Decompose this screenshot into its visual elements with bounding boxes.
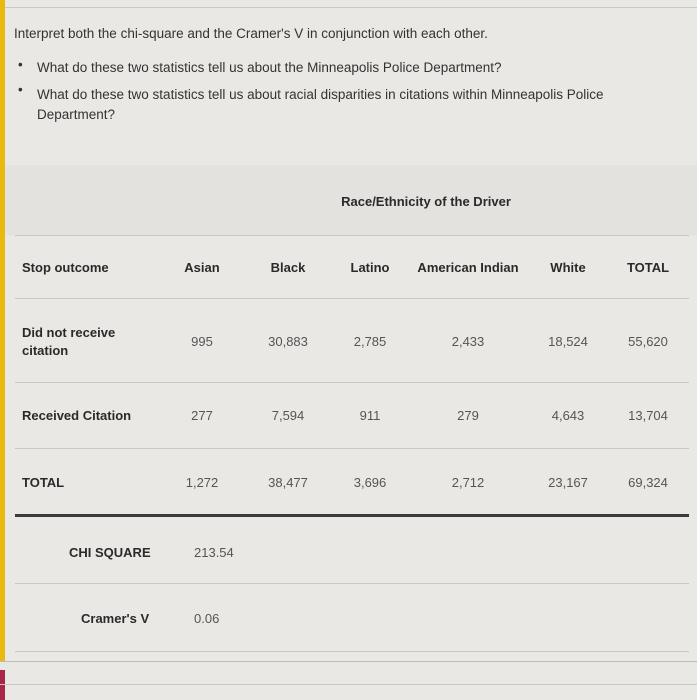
divider — [0, 684, 697, 685]
cell: 1,272 — [185, 475, 219, 490]
cell: 911 — [359, 408, 381, 423]
cell: 13,704 — [628, 408, 668, 423]
cell: 279 — [457, 408, 479, 423]
cell: 277 — [191, 408, 213, 423]
col-header-latino: Latino — [350, 260, 390, 275]
cell: 995 — [191, 334, 213, 349]
cell: 3,696 — [353, 475, 387, 490]
prompt-bullet-2: What do these two statistics tell us about racial disparities in citations within Minneapolis Police Department? — [37, 87, 604, 122]
cell: 4,643 — [551, 408, 585, 423]
divider — [15, 382, 689, 383]
row-label: TOTAL — [22, 475, 65, 490]
cramers-v-value: 0.06 — [194, 611, 220, 626]
accent-stripe-bottom — [0, 670, 5, 700]
row-label: Received Citation — [22, 408, 132, 423]
col-header-asian: Asian — [184, 260, 220, 275]
cell: 2,785 — [353, 334, 387, 349]
row-label: Did not receive citation — [22, 325, 116, 358]
chi-square-label: CHI SQUARE — [69, 545, 151, 560]
divider — [15, 448, 689, 449]
cell: 55,620 — [628, 334, 668, 349]
col-header-total: TOTAL — [626, 260, 670, 275]
divider — [0, 661, 697, 662]
cell: 23,167 — [548, 475, 588, 490]
cell: 7,594 — [271, 408, 305, 423]
cramers-v-label: Cramer's V — [81, 611, 150, 626]
group-header: Race/Ethnicity of the Driver — [341, 194, 511, 209]
cell: 2,712 — [451, 475, 485, 490]
cell: 38,477 — [268, 475, 308, 490]
accent-stripe — [0, 0, 5, 662]
cell: 18,524 — [548, 334, 588, 349]
cell: 69,324 — [628, 475, 668, 490]
col-header-black: Black — [270, 260, 306, 275]
col-header-american-indian: American Indian — [417, 260, 519, 275]
col-header-white: White — [550, 260, 586, 275]
cell: 2,433 — [451, 334, 485, 349]
divider-thick — [15, 514, 689, 517]
prompt-bullet-1: What do these two statistics tell us about the Minneapolis Police Department? — [37, 60, 502, 75]
divider — [5, 7, 697, 8]
prompt-intro: Interpret both the chi-square and the Cramer's V in conjunction with each other. — [14, 26, 488, 41]
row-header: Stop outcome — [22, 260, 109, 275]
bullet-icon: • — [18, 57, 23, 72]
divider — [15, 235, 689, 236]
cell: 30,883 — [268, 334, 308, 349]
bullet-icon: • — [18, 82, 23, 97]
divider — [15, 583, 689, 584]
divider — [15, 298, 689, 299]
divider — [15, 651, 689, 652]
chi-square-value: 213.54 — [194, 545, 234, 560]
